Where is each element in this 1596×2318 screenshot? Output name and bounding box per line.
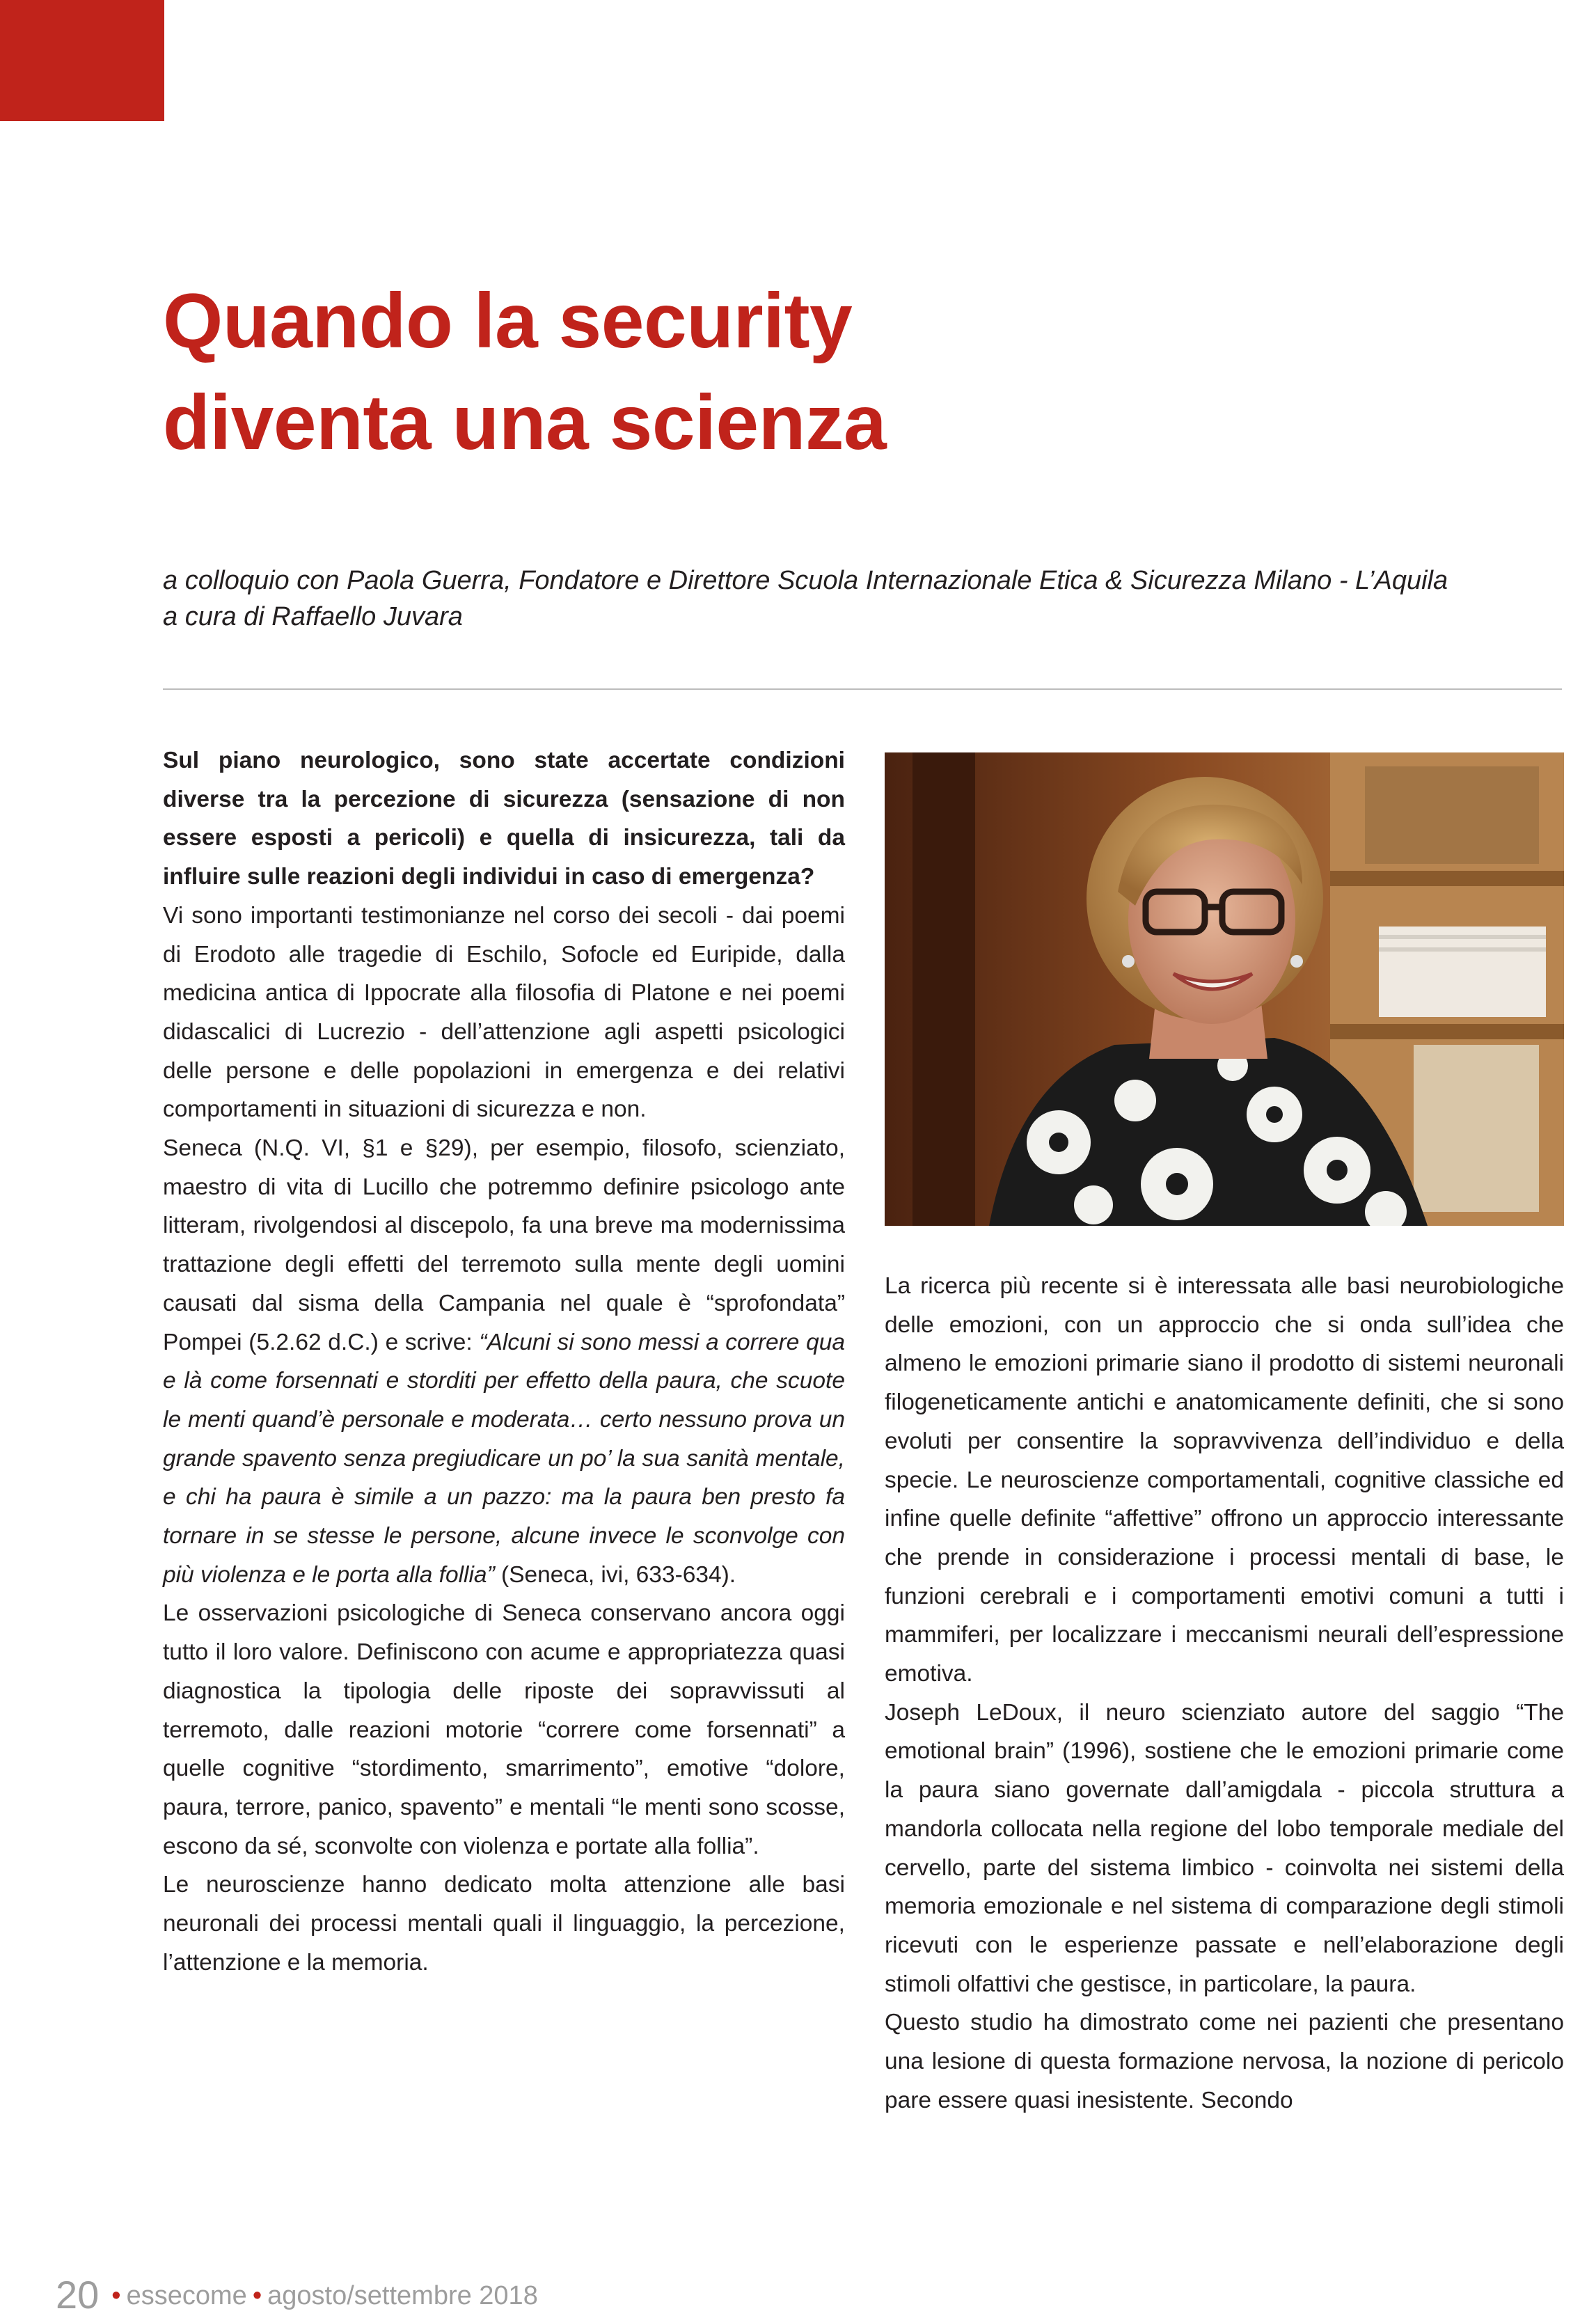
portrait-photo [885, 752, 1564, 1226]
interview-question: Sul piano neurologico, sono state accertate condizioni diverse tra la percezione di sicurezza (sensazione di non essere esposti a pericoli) e quella di insicurezza, tali da influire sulle reazioni degli individui in caso di emergenza? [163, 748, 845, 890]
footer-separator: • [111, 2281, 121, 2310]
article-title [163, 270, 1485, 473]
paragraph-text: Seneca (N.Q. VI, §1 e §29), per esempio, filosofo, scienziato, maestro di vita di Lucillo che potremmo definire psicologo ante litteram, rivolgendosi al discepolo, fa una breve ma modernissima trattazione degli effetti del terremoto sulla mente degli uomini causati dal sisma della Campania nel quale è “sprofondata” Pompei (5.2.62 d.C.) e scrive: [163, 1135, 845, 1355]
paragraph: Questo studio ha dimostrato come nei pazienti che presentano una lesione di questa formazione nervosa, la nozione di pericolo pare essere quasi inesistente. Secondo [885, 2010, 1564, 2113]
seneca-quote: “Alcuni si sono messi a correre qua e là come forsennati e storditi per effetto della paura, che scuote le menti quand’è personale e moderata… certo nessuno prova un grande spavento senza pregiudicare un po’ la sua sanità mentale, e chi ha paura è simile a un pazzo: ma la paura ben presto fa tornare in se stesse le persone, alcune invece le sconvolge con più violenza e le porta alla follia” [163, 1329, 845, 1588]
magazine-name: essecome [126, 2281, 247, 2310]
byline-interview: a colloquio con Paola Guerra, Fondatore e Direttore Scuola Internazionale Etica & Sicurezza Milano - L’Aquila [163, 566, 1448, 595]
paragraph: Joseph LeDoux, il neuro scienziato autore del saggio “The emotional brain” (1996), sostiene che le emozioni primarie come la paura siano governate dall’amigdala - piccola struttura a mandorla collocata nella regione del lobo temporale mediale del cervello, parte del sistema limbico - coinvolta nei sistemi della memoria emozionale e nel sistema di comparazione degli stimoli ricevuti con le esperienze passate e nell’elaborazione degli stimoli olfattivi che gestisce, in particolare, la paura. [885, 1699, 1564, 1997]
footer-separator: • [252, 2281, 262, 2310]
title-line-1: Quando la security [163, 278, 853, 364]
corner-accent-block [0, 0, 164, 121]
article-byline [163, 562, 1576, 635]
right-column [885, 1267, 1564, 2120]
paragraph-text: (Seneca, ivi, 633-634). [494, 1561, 736, 1588]
page-footer [56, 2273, 538, 2317]
paragraph-seneca [163, 1129, 845, 1594]
paragraph: Vi sono importanti testimonianze nel corso dei secoli - dai poemi di Erodoto alle tragedie di Eschilo, Sofocle ed Euripide, dalla medicina antica di Ippocrate alla filosofia di Platone e nei poemi didascalici di Lucrezio - dell’attenzione agli aspetti psicologici delle persone e delle popolazioni in emergenza e dei relativi comportamenti in situazioni di sicurezza e non. [163, 902, 845, 1123]
paragraph: La ricerca più recente si è interessata alle basi neurobiologiche delle emozioni, con un approccio che si onda sull’idea che almeno le emozioni primarie siano il prodotto di sistemi neuronali filogeneticamente antichi e anatomicamente definiti, che si sono evoluti per consentire la sopravvivenza dell’individuo e della specie. Le neuroscienze comportamentali, cognitive classiche ed infine quelle definite “affettive” offrono un approccio interessante che prende in considerazione i processi mentali di base, le funzioni cerebrali e i comportamenti emotivi comuni a tutti i mammiferi, per localizzare i meccanismi neurali dell’espressione emotiva. [885, 1273, 1564, 1687]
page-number: 20 [56, 2273, 100, 2317]
byline-editor: a cura di Raffaello Juvara [163, 602, 463, 631]
divider-rule [163, 688, 1562, 690]
title-line-2: diventa una scienza [163, 379, 887, 466]
paragraph: Le osservazioni psicologiche di Seneca conservano ancora oggi tutto il loro valore. Definiscono con acume e appropriatezza quasi diagnostica la tipologia delle riposte dei sopravvissuti al terremoto, dalle reazioni motorie “correre come forsennati” a quelle cognitive “stordimento, smarrimento”, emotive “dolore, paura, terrore, panico, spavento” e mentali “le menti sono scosse, escono da sé, sconvolte con violenza e portate alla follia”. [163, 1600, 845, 1859]
left-column [163, 741, 845, 1982]
portrait-illustration [885, 752, 1564, 1226]
paragraph: Le neuroscienze hanno dedicato molta attenzione alle basi neuronali dei processi mentali quali il linguaggio, la percezione, l’attenzione e la memoria. [163, 1872, 845, 1976]
issue-date: agosto/settembre 2018 [267, 2281, 538, 2310]
